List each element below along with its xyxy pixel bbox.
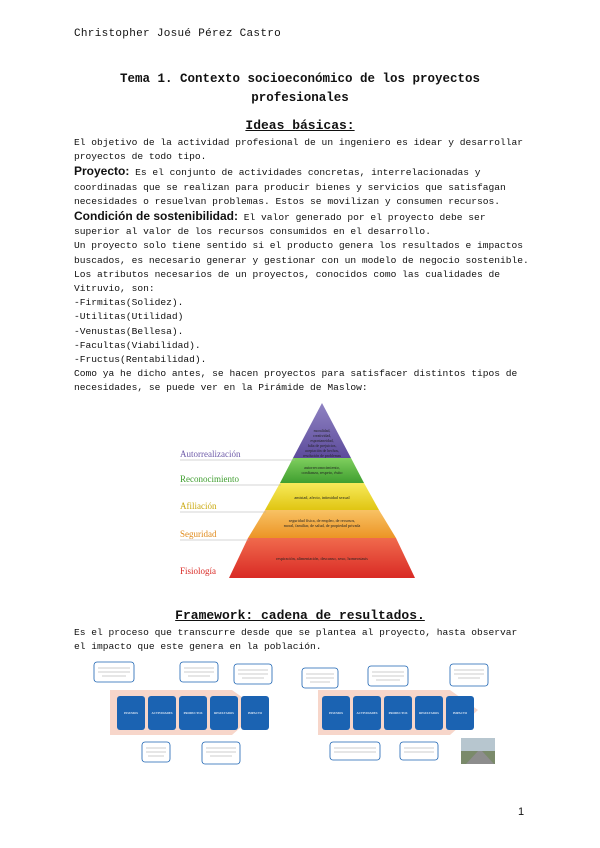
maslow-intro-paragraph: Como ya he dicho antes, se hacen proyectos para satisfacer distintos tipos de necesidades, se puede ver en la Pirámide de Maslow:: [74, 368, 518, 394]
left-chain-productos: PRODUCTOS: [183, 711, 203, 715]
right-chain-actividades: ACTIVIDADES: [356, 711, 378, 715]
maslow-pyramid: [175, 398, 420, 583]
page-number: 1: [518, 806, 525, 818]
pyramid-label-autorrealizacion: Autorrealización: [180, 449, 241, 459]
road-photo: [461, 738, 495, 764]
sentido-paragraph: Un proyecto solo tiene sentido si el producto genera los resultados e impactos buscados, es necesario generar y gestionar con un modelo de negocio sostenible.: [74, 240, 529, 266]
author-name: Christopher Josué Pérez Castro: [74, 28, 282, 40]
condicion-term: Condición de sostenibilidad:: [74, 209, 239, 224]
condicion-paragraph: [74, 209, 534, 239]
left-chain-actividades: ACTIVIDADES: [151, 711, 173, 715]
svg-text:espontaneidad,: espontaneidad,: [310, 439, 334, 443]
intro-paragraph: El objetivo de la actividad profesional de un ingeniero es idear y desarrollar proyectos de todo tipo.: [74, 137, 524, 163]
body-text: [74, 136, 534, 396]
left-chain-insumos: INSUMOS: [123, 711, 139, 715]
page-title: Tema 1. Contexto socioeconómico de los proyectos profesionales: [119, 72, 481, 105]
proyecto-term: Proyecto:: [74, 164, 130, 179]
condicion-definition: El valor generado por el proyecto debe ser superior al valor de los recursos consumidos en el desarrollo.: [74, 212, 486, 238]
section-heading-framework: Framework: cadena de resultados.: [175, 608, 425, 623]
svg-text:moralidad,: moralidad,: [313, 429, 331, 433]
left-chain-impacto: IMPACTO: [247, 711, 263, 715]
right-chain-impacto: IMPACTO: [452, 711, 468, 715]
right-chain-productos: PRODUCTOS: [388, 711, 408, 715]
svg-text:aceptación de hechos,: aceptación de hechos,: [304, 449, 340, 453]
atributos-paragraph: Los atributos necesarios de un proyectos, conocidos como las cualidades de Vitruvio, son:: [74, 268, 501, 295]
pyramid-desc-reconocimiento: autorreconocimiento, confianza, respeto, éxito: [301, 465, 343, 475]
proyecto-paragraph: [74, 164, 534, 209]
pyramid-label-reconocimiento: Reconocimiento: [180, 474, 239, 484]
results-chain-diagram-left: [92, 660, 275, 768]
pyramid-desc-afiliacion: amistad, afecto, intimidad sexual: [294, 495, 350, 500]
list-item-utilitas: -Utilitas(Utilidad): [74, 311, 184, 323]
pyramid-desc-fisiologia: respiración, alimentación, descanso, sexo, homeostasis: [276, 556, 368, 561]
results-chain-diagram-right: [300, 660, 500, 768]
pyramid-desc-seguridad: seguridad física, de empleo, de recursos, moral, familiar, de salud, de propiedad privada: [283, 518, 361, 528]
framework-text: Es el proceso que transcurre desde que se plantea al proyecto, hasta observar el impacto que este genera en la población.: [74, 627, 518, 653]
list-item-firmitas: -Firmitas(Solidez).: [74, 297, 184, 309]
pyramid-label-seguridad: Seguridad: [180, 529, 217, 539]
right-chain-insumos: INSUMOS: [328, 711, 344, 715]
right-chain-resultados: RESULTADOS: [419, 711, 439, 715]
list-item-facultas: -Facultas(Viabilidad).: [74, 339, 201, 351]
section-heading-ideas: Ideas básicas:: [245, 118, 355, 133]
pyramid-label-fisiologia: Fisiología: [180, 566, 217, 576]
proyecto-definition: Es el conjunto de actividades concretas, interrelacionadas y coordinadas que se realizan para producir bienes y servicios que satisfagan necesidades o resuelvan problemas. Estos se movilizan y consumen recursos.: [74, 167, 506, 207]
list-item-venustas: -Venustas(Bellesa).: [74, 325, 184, 337]
list-item-fructus: -Fructus(Rentabilidad).: [74, 354, 207, 366]
svg-text:creatividad,: creatividad,: [312, 434, 332, 438]
svg-text:falta de prejuicios,: falta de prejuicios,: [307, 444, 337, 448]
left-chain-resultados: RESULTADOS: [214, 711, 234, 715]
pyramid-label-afiliacion: Afiliación: [180, 501, 217, 511]
svg-text:resolución de problemas: resolución de problemas: [302, 454, 342, 458]
